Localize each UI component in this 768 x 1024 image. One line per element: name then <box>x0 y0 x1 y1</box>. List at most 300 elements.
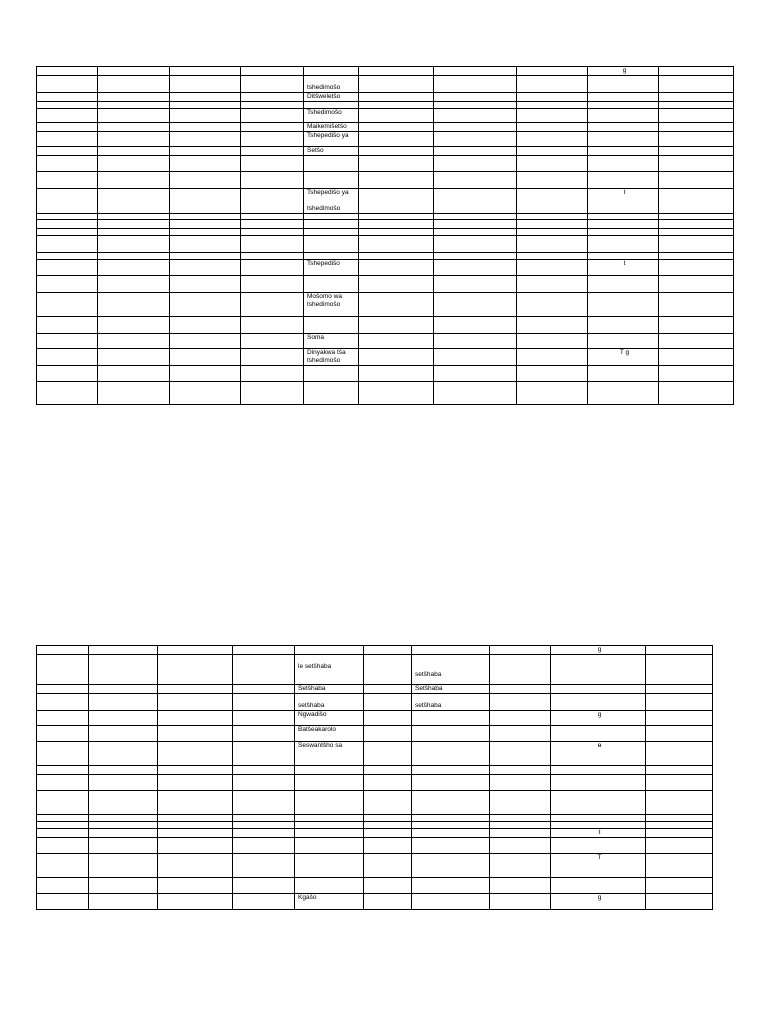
table-cell <box>588 123 659 132</box>
table-cell <box>364 742 412 766</box>
table-cell <box>646 726 713 742</box>
table-cell <box>304 229 359 236</box>
table-cell <box>517 317 588 334</box>
table-cell <box>37 815 89 822</box>
table-cell <box>364 775 412 791</box>
table-cell <box>233 742 295 766</box>
table-cell <box>233 878 295 894</box>
table-row <box>37 854 713 878</box>
table-cell <box>359 102 434 109</box>
table-row <box>37 775 713 791</box>
table-row <box>37 109 734 123</box>
table-cell <box>89 878 158 894</box>
table-cell: Maikemišetšo <box>304 123 359 132</box>
table-cell <box>364 791 412 815</box>
table-cell <box>158 791 233 815</box>
table-cell <box>659 260 734 276</box>
table-cell <box>37 76 98 93</box>
table-cell <box>304 317 359 334</box>
table-cell <box>170 102 241 109</box>
table-cell: ɡ <box>588 67 659 76</box>
table-row <box>37 822 713 829</box>
table-cell <box>646 829 713 838</box>
table-cell <box>659 229 734 236</box>
table-cell: T <box>551 854 646 878</box>
table-cell <box>434 276 517 293</box>
table-cell <box>37 132 98 147</box>
table-cell <box>304 172 359 189</box>
table-cell <box>364 878 412 894</box>
table-cell <box>359 189 434 214</box>
table-cell <box>233 655 295 685</box>
table-cell <box>241 156 304 172</box>
table-cell <box>241 109 304 123</box>
table-cell <box>434 260 517 276</box>
table-cell <box>233 694 295 711</box>
table-cell <box>241 229 304 236</box>
table-cell <box>659 334 734 349</box>
table-cell <box>89 742 158 766</box>
table-cell <box>37 156 98 172</box>
table-cell <box>490 646 551 655</box>
table-cell <box>158 854 233 878</box>
table-cell <box>359 132 434 147</box>
table-row <box>37 646 713 655</box>
table-cell <box>490 854 551 878</box>
table-row <box>37 694 713 711</box>
table-row <box>37 260 734 276</box>
table-cell <box>89 822 158 829</box>
table-cell <box>517 382 588 405</box>
table-cell <box>170 293 241 317</box>
table-cell <box>434 67 517 76</box>
table-cell <box>364 655 412 685</box>
table-cell <box>646 838 713 854</box>
table-cell <box>233 815 295 822</box>
table-row <box>37 655 713 685</box>
table-row <box>37 334 734 349</box>
table-cell <box>412 711 490 726</box>
table-cell <box>412 815 490 822</box>
table-cell <box>295 766 364 775</box>
table-cell <box>241 102 304 109</box>
table-cell <box>158 711 233 726</box>
table-cell <box>37 102 98 109</box>
table-cell <box>646 685 713 694</box>
table-cell <box>434 253 517 260</box>
table-cell <box>434 366 517 382</box>
table-cell <box>37 236 98 253</box>
table-cell <box>170 366 241 382</box>
table-row <box>37 878 713 894</box>
table-cell <box>434 156 517 172</box>
table-cell <box>37 109 98 123</box>
table-cell <box>304 366 359 382</box>
table-row <box>37 236 734 253</box>
table-cell <box>233 894 295 910</box>
table-cell <box>241 293 304 317</box>
table-cell <box>551 775 646 791</box>
table-cell <box>434 220 517 229</box>
table-row <box>37 220 734 229</box>
table-row <box>37 123 734 132</box>
table-cell <box>241 93 304 102</box>
table-cell <box>646 694 713 711</box>
table-row <box>37 366 734 382</box>
table-cell <box>241 147 304 156</box>
table-cell <box>158 838 233 854</box>
table-row <box>37 76 734 93</box>
table-cell <box>170 317 241 334</box>
table-cell <box>304 220 359 229</box>
table-cell <box>490 775 551 791</box>
table-cell <box>364 822 412 829</box>
table-cell: Seswantšho sa <box>295 742 364 766</box>
table-cell <box>37 276 98 293</box>
table-cell <box>295 854 364 878</box>
table-cell <box>517 109 588 123</box>
table-cell <box>412 829 490 838</box>
table-cell <box>37 894 89 910</box>
table-cell <box>98 189 170 214</box>
table-cell <box>304 382 359 405</box>
table-cell: Tshedimošo <box>304 109 359 123</box>
table-cell <box>98 236 170 253</box>
table-cell <box>233 726 295 742</box>
table-cell <box>490 766 551 775</box>
table-cell <box>295 878 364 894</box>
table-cell <box>646 775 713 791</box>
form-table-1 <box>36 66 734 405</box>
table-cell <box>659 276 734 293</box>
table-cell <box>434 189 517 214</box>
table-cell <box>551 726 646 742</box>
table-cell <box>490 685 551 694</box>
table-cell <box>364 838 412 854</box>
table-cell <box>158 646 233 655</box>
table-cell <box>434 349 517 366</box>
table-cell <box>37 349 98 366</box>
table-cell <box>517 67 588 76</box>
table-row <box>37 317 734 334</box>
table-cell <box>517 260 588 276</box>
table-cell <box>659 382 734 405</box>
table-cell <box>412 878 490 894</box>
table-cell <box>434 334 517 349</box>
table-cell <box>170 67 241 76</box>
table-row <box>37 276 734 293</box>
table-cell <box>517 253 588 260</box>
table-row <box>37 742 713 766</box>
table-cell <box>490 791 551 815</box>
table-cell <box>659 67 734 76</box>
table-cell <box>659 123 734 132</box>
table-cell: Ngwadišo <box>295 711 364 726</box>
table-row <box>37 726 713 742</box>
table-cell <box>588 366 659 382</box>
table-cell <box>490 726 551 742</box>
table-cell <box>359 276 434 293</box>
table-cell <box>98 109 170 123</box>
table-cell <box>170 349 241 366</box>
table-cell <box>517 156 588 172</box>
table-cell <box>364 711 412 726</box>
table-cell <box>241 317 304 334</box>
table-cell <box>364 694 412 711</box>
table-cell <box>588 102 659 109</box>
table-cell <box>89 791 158 815</box>
table-cell <box>359 229 434 236</box>
table-cell <box>98 276 170 293</box>
table-cell <box>89 894 158 910</box>
table-cell <box>304 276 359 293</box>
table-row <box>37 253 734 260</box>
table-cell <box>359 76 434 93</box>
table-cell <box>364 766 412 775</box>
table-cell <box>98 334 170 349</box>
table-cell <box>434 317 517 334</box>
table-cell <box>37 366 98 382</box>
table-cell <box>490 694 551 711</box>
table-cell <box>551 685 646 694</box>
table-cell <box>359 220 434 229</box>
table-cell <box>364 894 412 910</box>
table-cell <box>490 742 551 766</box>
table-cell <box>517 102 588 109</box>
table-cell <box>89 655 158 685</box>
table-cell <box>517 236 588 253</box>
table-cell <box>490 894 551 910</box>
table-row <box>37 766 713 775</box>
table-cell: tshedimošo <box>304 76 359 93</box>
table-cell <box>170 189 241 214</box>
table-cell <box>588 382 659 405</box>
table-cell <box>241 276 304 293</box>
table-cell: Tshepedišo ya tshedimošo <box>304 189 359 214</box>
table-cell <box>295 775 364 791</box>
table-cell <box>241 236 304 253</box>
table-cell <box>89 726 158 742</box>
table-cell <box>158 822 233 829</box>
table-cell <box>98 229 170 236</box>
table-cell <box>295 838 364 854</box>
table-row <box>37 132 734 147</box>
table-cell <box>359 382 434 405</box>
table-cell: t <box>551 829 646 838</box>
table-cell: setšhaba <box>412 694 490 711</box>
table-cell: Batšeakarolo <box>295 726 364 742</box>
table-cell <box>170 76 241 93</box>
table-cell <box>412 822 490 829</box>
table-cell <box>551 822 646 829</box>
table-cell <box>517 76 588 93</box>
table-cell <box>89 694 158 711</box>
table-cell <box>158 766 233 775</box>
table-cell <box>359 147 434 156</box>
table-cell <box>646 894 713 910</box>
table-cell <box>517 123 588 132</box>
table-cell <box>158 775 233 791</box>
table-row <box>37 189 734 214</box>
table-cell <box>37 646 89 655</box>
table-cell: ɡ <box>551 894 646 910</box>
table-cell: setšhaba <box>295 694 364 711</box>
table-cell <box>659 317 734 334</box>
table-cell <box>37 655 89 685</box>
table-row <box>37 711 713 726</box>
table-cell <box>359 156 434 172</box>
table-cell <box>434 102 517 109</box>
table-cell <box>434 123 517 132</box>
table-cell <box>659 93 734 102</box>
table-cell: Setšhaba <box>412 685 490 694</box>
table-cell <box>517 293 588 317</box>
table-cell <box>517 366 588 382</box>
table-cell <box>37 293 98 317</box>
table-cell <box>659 132 734 147</box>
table-cell: ɡ <box>551 646 646 655</box>
table-cell <box>37 93 98 102</box>
table-cell <box>170 382 241 405</box>
table-cell <box>233 685 295 694</box>
table-cell <box>170 93 241 102</box>
table-cell <box>551 766 646 775</box>
table-cell <box>37 229 98 236</box>
table-cell <box>158 742 233 766</box>
table-cell <box>517 132 588 147</box>
table-cell: Soma <box>304 334 359 349</box>
table-row <box>37 93 734 102</box>
table-cell <box>233 854 295 878</box>
table-cell <box>359 172 434 189</box>
table-cell <box>646 791 713 815</box>
table-cell <box>241 382 304 405</box>
table-cell <box>241 132 304 147</box>
table-cell <box>434 109 517 123</box>
table-cell <box>490 822 551 829</box>
table-cell <box>517 334 588 349</box>
table-cell <box>364 815 412 822</box>
table-cell <box>646 646 713 655</box>
table-cell <box>98 67 170 76</box>
table-cell <box>517 276 588 293</box>
table-cell <box>364 829 412 838</box>
table-cell <box>551 655 646 685</box>
table-cell <box>588 229 659 236</box>
table-cell <box>241 189 304 214</box>
table-cell <box>490 878 551 894</box>
table-cell <box>517 172 588 189</box>
table-cell <box>646 742 713 766</box>
table-cell <box>158 726 233 742</box>
table-cell <box>551 815 646 822</box>
table-cell <box>659 220 734 229</box>
table-cell <box>170 156 241 172</box>
table-row <box>37 172 734 189</box>
table-cell: Kgašo <box>295 894 364 910</box>
table-cell <box>37 189 98 214</box>
table-cell <box>646 655 713 685</box>
table-cell <box>295 822 364 829</box>
table-cell <box>89 838 158 854</box>
table-row <box>37 815 713 822</box>
table-cell <box>588 156 659 172</box>
table-cell <box>588 109 659 123</box>
table-cell <box>98 293 170 317</box>
table-cell: Setšo <box>304 147 359 156</box>
table-cell <box>517 189 588 214</box>
table-cell <box>434 93 517 102</box>
table-cell <box>37 260 98 276</box>
table-cell <box>359 236 434 253</box>
table-cell <box>588 253 659 260</box>
table-cell <box>241 349 304 366</box>
table-cell <box>170 172 241 189</box>
table-cell <box>98 147 170 156</box>
table-cell <box>158 685 233 694</box>
table-cell <box>434 293 517 317</box>
table-row <box>37 829 713 838</box>
table-cell <box>659 147 734 156</box>
table-cell <box>37 123 98 132</box>
table-cell <box>98 102 170 109</box>
table-cell <box>170 253 241 260</box>
table-cell <box>241 172 304 189</box>
table-cell: Tshepedišo ya <box>304 132 359 147</box>
table-cell <box>659 172 734 189</box>
table-cell <box>37 838 89 854</box>
table-cell <box>588 147 659 156</box>
table-cell <box>170 276 241 293</box>
table-cell <box>37 878 89 894</box>
table-cell <box>517 147 588 156</box>
table-cell <box>233 775 295 791</box>
table-cell <box>37 775 89 791</box>
table-cell <box>98 382 170 405</box>
table-row <box>37 838 713 854</box>
table-cell <box>89 685 158 694</box>
table-cell: le setšhaba <box>295 655 364 685</box>
table-cell <box>233 766 295 775</box>
table-row <box>37 156 734 172</box>
table-cell <box>295 829 364 838</box>
table-cell <box>98 123 170 132</box>
table-cell <box>89 766 158 775</box>
table-cell <box>98 132 170 147</box>
table-cell <box>37 854 89 878</box>
table-cell <box>364 685 412 694</box>
table-cell <box>551 791 646 815</box>
table-cell <box>37 822 89 829</box>
table-cell <box>490 711 551 726</box>
table-cell <box>158 694 233 711</box>
table-cell <box>659 253 734 260</box>
table-cell <box>359 366 434 382</box>
table-cell <box>434 172 517 189</box>
table-cell <box>490 838 551 854</box>
table-cell <box>359 123 434 132</box>
table-cell <box>659 102 734 109</box>
table-cell <box>241 334 304 349</box>
table-cell <box>646 711 713 726</box>
table-cell <box>37 147 98 156</box>
table-cell <box>304 102 359 109</box>
table-cell <box>37 334 98 349</box>
table-cell: Ditšweletšo <box>304 93 359 102</box>
table-cell <box>434 382 517 405</box>
table-cell <box>170 109 241 123</box>
table-cell <box>412 646 490 655</box>
